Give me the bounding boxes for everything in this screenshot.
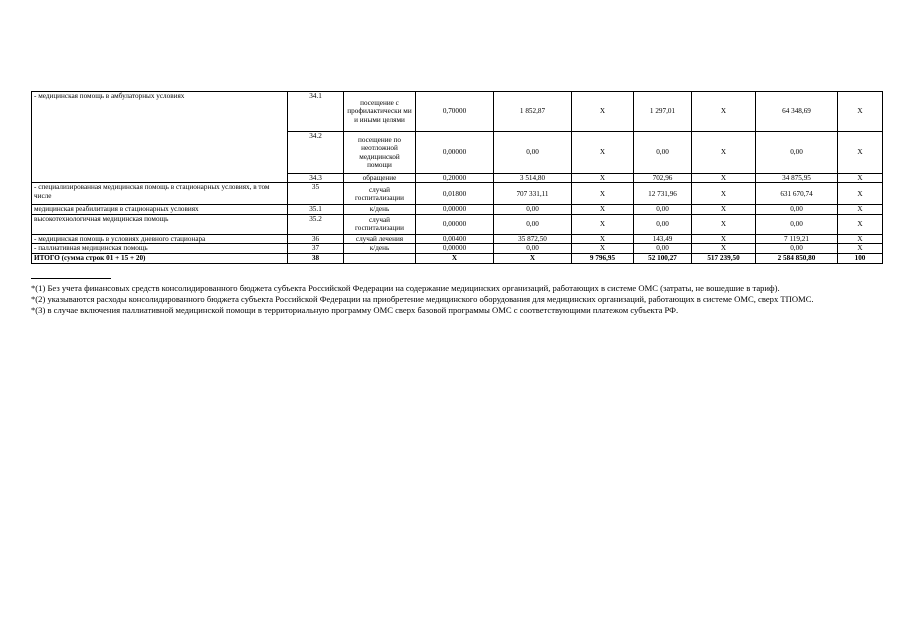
- row-number: 35.2: [288, 214, 344, 234]
- cell-value: X: [692, 205, 756, 214]
- cell-value: 0,00: [494, 132, 572, 174]
- cell-value: X: [692, 244, 756, 253]
- cell-value: X: [838, 174, 883, 183]
- row-unit: к/день: [344, 205, 416, 214]
- cell-value: 0,00: [494, 214, 572, 234]
- cell-value: X: [572, 244, 634, 253]
- cell-value: 1 852,87: [494, 92, 572, 132]
- footnote-divider: [31, 278, 111, 279]
- cell-value: X: [838, 132, 883, 174]
- cell-value: 0,00: [634, 214, 692, 234]
- cell-value: X: [572, 214, 634, 234]
- footnote-1: *(1) Без учета финансовых средств консолидированного бюджета субъекта Российской Федерации на содержание медицинских организаций, работающих в системе ОМС (затраты, не вошедшие в тариф).: [31, 283, 780, 293]
- cell-value: X: [692, 183, 756, 205]
- row-number: 34.2: [288, 132, 344, 174]
- table-row: [32, 214, 883, 234]
- table-row: [32, 234, 883, 243]
- table-row: [32, 183, 883, 205]
- cell-value: X: [692, 132, 756, 174]
- total-row: [32, 253, 883, 263]
- row-number: 36: [288, 234, 344, 243]
- total-number: 38: [288, 253, 344, 263]
- total-value: 100: [838, 253, 883, 263]
- row-name: - медицинская помощь в условиях дневного стационара: [32, 234, 288, 243]
- row-number: 35.1: [288, 205, 344, 214]
- cell-value: 0,00000: [416, 214, 494, 234]
- cell-value: X: [838, 214, 883, 234]
- cell-value: X: [838, 234, 883, 243]
- cell-value: X: [572, 205, 634, 214]
- table-row: [32, 174, 883, 183]
- cell-value: X: [692, 234, 756, 243]
- table-row: [32, 205, 883, 214]
- cell-value: 0,01800: [416, 183, 494, 205]
- cell-value: 34 875,95: [756, 174, 838, 183]
- row-name: [32, 132, 288, 174]
- total-name: ИТОГО (сумма строк 01 + 15 + 20): [32, 253, 288, 263]
- cell-value: X: [838, 205, 883, 214]
- cell-value: 0,00: [756, 244, 838, 253]
- cell-value: 0,00: [494, 244, 572, 253]
- cell-value: X: [838, 183, 883, 205]
- cell-value: X: [692, 92, 756, 132]
- row-unit: случай госпитализации: [344, 183, 416, 205]
- cell-value: X: [572, 183, 634, 205]
- table-row: [32, 92, 883, 132]
- total-value: 52 100,27: [634, 253, 692, 263]
- cell-value: 12 731,96: [634, 183, 692, 205]
- footnote-2: *(2) указываются расходы консолидированного бюджета субъекта Российской Федерации на приобретение медицинского оборудования для медицинских организаций, работающих в системе ОМС, сверх ТПОМС.: [31, 294, 814, 305]
- row-unit: обращение: [344, 174, 416, 183]
- cell-value: 7 119,21: [756, 234, 838, 243]
- cell-value: 631 670,74: [756, 183, 838, 205]
- table-row: [32, 244, 883, 253]
- cell-value: X: [572, 174, 634, 183]
- row-name: - специализированная медицинская помощь в стационарных условиях, в том числе: [32, 183, 288, 205]
- cell-value: 3 514,80: [494, 174, 572, 183]
- total-value: 2 584 850,80: [756, 253, 838, 263]
- cell-value: 0,70000: [416, 92, 494, 132]
- cell-value: 0,00: [634, 132, 692, 174]
- footnote-3: *(3) в случае включения паллиативной медицинской помощи в территориальную программу ОМС сверх базовой программы ОМС с соответствующими платежом субъекта РФ.: [31, 305, 679, 316]
- row-name: медицинская реабилитация в стационарных условиях: [32, 205, 288, 214]
- cell-value: 702,96: [634, 174, 692, 183]
- cell-value: 0,20000: [416, 174, 494, 183]
- row-name: - медицинская помощь в амбулаторных условиях: [32, 92, 288, 132]
- row-name: - паллиативная медицинская помощь: [32, 244, 288, 253]
- total-value: X: [416, 253, 494, 263]
- row-name: [32, 174, 288, 183]
- cell-value: X: [692, 174, 756, 183]
- total-value: X: [494, 253, 572, 263]
- cell-value: 707 331,11: [494, 183, 572, 205]
- total-unit: [344, 253, 416, 263]
- cell-value: 0,00000: [416, 244, 494, 253]
- row-number: 34.3: [288, 174, 344, 183]
- table-row: [32, 132, 883, 174]
- cell-value: 0,00: [634, 205, 692, 214]
- cell-value: 143,49: [634, 234, 692, 243]
- cell-value: 35 872,50: [494, 234, 572, 243]
- total-value: 517 239,50: [692, 253, 756, 263]
- row-unit: посещение с профилактически ми и иными целями: [344, 92, 416, 132]
- footnotes: [31, 283, 880, 317]
- row-unit: посещение по неотложной медицинской помощи: [344, 132, 416, 174]
- row-number: 34.1: [288, 92, 344, 132]
- cell-value: 0,00: [756, 214, 838, 234]
- cell-value: X: [572, 234, 634, 243]
- cell-value: X: [572, 92, 634, 132]
- cell-value: 0,00000: [416, 132, 494, 174]
- financing-table: [31, 91, 883, 264]
- cell-value: X: [838, 92, 883, 132]
- cell-value: X: [572, 132, 634, 174]
- row-name: высокотехнологичная медицинская помощь: [32, 214, 288, 234]
- cell-value: 0,00: [756, 205, 838, 214]
- cell-value: 64 348,69: [756, 92, 838, 132]
- row-unit: случай лечения: [344, 234, 416, 243]
- row-unit: к/день: [344, 244, 416, 253]
- cell-value: X: [838, 244, 883, 253]
- row-unit: случай госпитализации: [344, 214, 416, 234]
- row-number: 35: [288, 183, 344, 205]
- row-number: 37: [288, 244, 344, 253]
- cell-value: 0,00400: [416, 234, 494, 243]
- cell-value: 1 297,01: [634, 92, 692, 132]
- cell-value: 0,00000: [416, 205, 494, 214]
- cell-value: X: [692, 214, 756, 234]
- cell-value: 0,00: [634, 244, 692, 253]
- cell-value: 0,00: [756, 132, 838, 174]
- total-value: 9 796,95: [572, 253, 634, 263]
- cell-value: 0,00: [494, 205, 572, 214]
